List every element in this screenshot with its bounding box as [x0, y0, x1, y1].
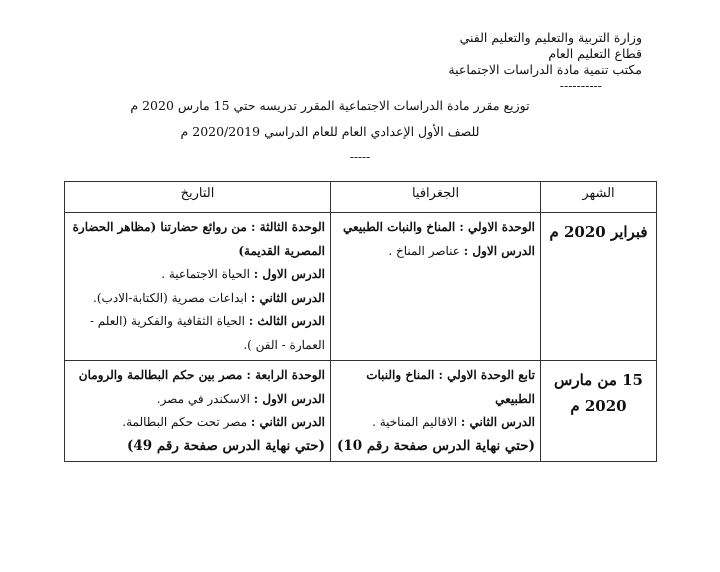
sector-name: قطاع التعليم العام — [548, 46, 642, 61]
lesson-label: الدرس الثاني : — [460, 415, 535, 429]
table-header-row — [65, 182, 657, 213]
curriculum-table — [64, 181, 657, 462]
lesson-label: الدرس الثالث : — [248, 314, 325, 328]
lesson-title: الحياة الاجتماعية . — [161, 267, 254, 281]
history-cell — [65, 213, 331, 361]
lesson-label: الدرس الاول : — [253, 267, 325, 281]
unit-title: الوحدة الثالثة : من روائع حضارتنا (مظاهر الحضارة المصرية القديمة) — [72, 220, 325, 258]
lesson-title: الاقاليم المناخية . — [372, 415, 461, 429]
unit-title: تابع الوحدة الاولي : المناخ والنبات الطبيعي — [366, 368, 535, 406]
ministry-name: وزارة التربية والتعليم والتعليم الفني — [459, 30, 642, 45]
lesson-title: الاسكندر في مصر. — [156, 391, 254, 406]
lesson-title: ابداعات مصرية (الكتابة-الادب). — [93, 290, 251, 305]
office-name: مكتب تنمية مادة الدراسات الاجتماعية — [448, 62, 642, 77]
header-month: الشهر — [541, 182, 657, 213]
lesson-title: عناصر المناخ . — [388, 243, 464, 258]
month-cell: 15 من مارس 2020 م — [541, 361, 657, 462]
title-separator: ----- — [349, 150, 371, 164]
lesson-title: مصر تحت حكم البطالمة. — [122, 415, 251, 429]
table-row — [65, 361, 657, 462]
history-cell — [65, 361, 331, 462]
document-subtitle: للصف الأول الإعدادي العام للعام الدراسي 2020/2019 م — [180, 124, 480, 139]
geography-cell — [331, 361, 541, 462]
lesson-label: الدرس الثاني : — [250, 415, 325, 429]
page-note: (حتي نهاية الدرس صفحة رقم 49) — [127, 437, 325, 454]
unit-title: الوحدة الرابعة : مصر بين حكم البطالمة والرومان — [78, 368, 325, 382]
document-title: توزيع مقرر مادة الدراسات الاجتماعية المقرر تدريسه حتي 15 مارس 2020 م — [130, 98, 530, 113]
lesson-label: الدرس الثاني : — [250, 290, 325, 305]
month-cell: فبراير 2020 م — [541, 213, 657, 361]
unit-title: الوحدة الاولي : المناخ والنبات الطبيعي — [343, 220, 535, 234]
header-separator: ---------- — [559, 78, 602, 93]
header-history: التاريخ — [65, 182, 331, 213]
ministry-header — [382, 30, 642, 94]
geography-cell — [331, 213, 541, 361]
lesson-title: الحياة الثقافية والفكرية (العلم - العمارة - الفن ). — [89, 314, 325, 352]
lesson-label: الدرس الاول : — [463, 243, 535, 258]
lesson-label: الدرس الاول : — [253, 391, 325, 406]
header-geography: الجغرافيا — [331, 182, 541, 213]
page-note: (حتي نهاية الدرس صفحة رقم 10) — [337, 437, 535, 454]
table-row — [65, 213, 657, 361]
